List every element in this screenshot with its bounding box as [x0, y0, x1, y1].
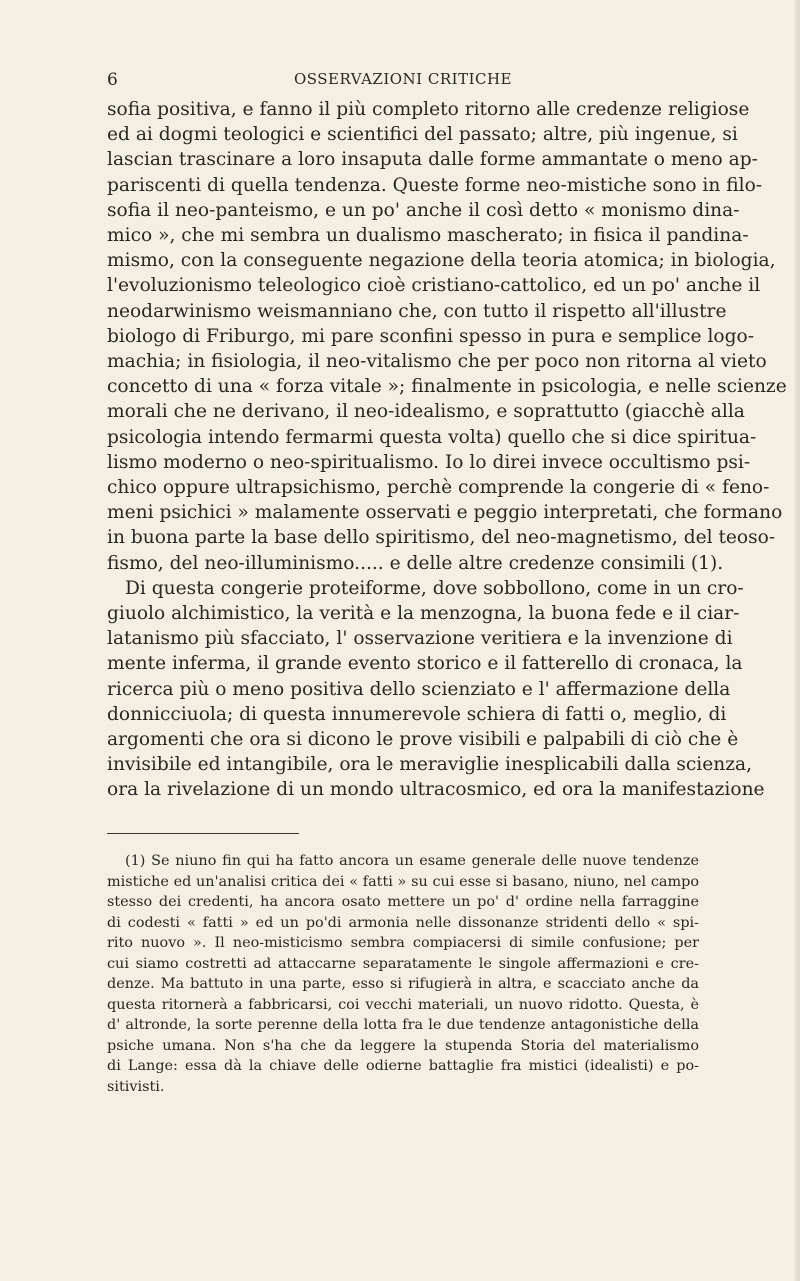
footnote-line: (1) Se niuno fin qui ha fatto ancora un esame generale delle nuove tendenze	[125, 853, 699, 869]
page-edge	[794, 0, 800, 1281]
footnote-line: cui siamo costretti ad attaccarne separatamente le singole affermazioni e cre-	[107, 955, 699, 972]
body-line: lismo moderno o neo-spiritualismo. Io lo direi invece occultismo psi-	[107, 451, 751, 473]
body-line: ed ai dogmi teologici e scientifici del passato; altre, più ingenue, si	[107, 124, 738, 146]
body-line: invisibile ed intangibile, ora le meraviglie inesplicabili dalla scienza,	[107, 754, 752, 776]
body-line: Di questa congerie proteiforme, dove sobbollono, come in un cro-	[125, 577, 744, 599]
body-line: in buona parte la base dello spiritismo, del neo-magnetismo, del teoso-	[107, 527, 776, 549]
body-line: psicologia intendo fermarmi questa volta) quello che si dice spiritua-	[107, 426, 757, 448]
running-title: OSSERVAZIONI CRITICHE	[293, 70, 513, 88]
body-line: neodarwinismo weismanniano che, con tutto il rispetto all'illustre	[107, 300, 727, 322]
body-line: l'evoluzionismo teleologico cioè cristiano-cattolico, ed un po' anche il	[107, 275, 761, 297]
body-text	[107, 97, 787, 803]
body-line: chico oppure ultrapsichismo, perchè comprende la congerie di « feno-	[107, 477, 770, 499]
body-line: pariscenti di quella tendenza. Queste forme neo-mistiche sono in filo-	[107, 174, 763, 196]
body-line: donnicciuola; di questa innumerevole schiera di fatti o, meglio, di	[107, 703, 727, 725]
footnote-line: mistiche ed un'analisi critica dei « fatti » su cui esse si basano, niuno, nel campo	[107, 873, 699, 890]
footnote	[107, 851, 699, 1097]
body-line: argomenti che ora si dicono le prove visibili e palpabili di ciò che è	[107, 729, 739, 751]
body-line: sofia positiva, e fanno il più completo ritorno alle credenze religiose	[107, 99, 750, 120]
body-line: concetto di una « forza vitale »; finalmente in psicologia, e nelle scienze	[107, 376, 787, 398]
footnote-line: questa ritornerà a fabbricarsi, coi vecchi materiali, un nuovo ridotto. Questa, è	[107, 996, 699, 1013]
page-number: 6	[107, 70, 118, 90]
footnote-line: d' altronde, la sorte perenne della lotta fra le due tendenze antagonistiche della	[107, 1017, 699, 1033]
body-line: fismo, del neo-illuminismo..... e delle altre credenze consimili (1).	[107, 552, 724, 574]
footnote-line: denze. Ma battuto in una parte, esso si rifugierà in altra, e scacciato anche da	[107, 976, 699, 992]
body-line: sofia il neo-panteismo, e un po' anche il così detto « monismo dina-	[107, 199, 740, 221]
body-line: biologo di Friburgo, mi pare sconfini spesso in pura e semplice logo-	[107, 325, 754, 347]
body-line: mente inferma, il grande evento storico e il fatterello di cronaca, la	[107, 653, 743, 675]
footnote-line: di codesti « fatti » ed un po'di armonia nelle dissonanze stridenti dello « spi-	[107, 914, 699, 931]
body-line: mismo, con la conseguente negazione della teoria atomica; in biologia,	[107, 250, 776, 272]
footnote-rule	[107, 833, 299, 834]
body-line: meni psichici » malamente osservati e peggio interpretati, che formano	[107, 502, 783, 524]
body-line: giuolo alchimistico, la verità e la menzogna, la buona fede e il ciar-	[107, 603, 740, 625]
body-line: machia; in fisiologia, il neo-vitalismo che per poco non ritorna al vieto	[107, 351, 767, 373]
body-line: morali che ne derivano, il neo-idealismo, e soprattutto (giacchè alla	[107, 401, 745, 423]
body-line: ricerca più o meno positiva dello scienziato e l' affermazione della	[107, 678, 731, 700]
body-line: lascian trascinare a loro insaputa dalle forme ammantate o meno ap-	[107, 149, 758, 171]
footnote-line: di Lange: essa dà la chiave delle odierne battaglie fra mistici (idealisti) e po-	[107, 1058, 699, 1074]
body-line: latanismo più sfacciato, l' osservazione veritiera e la invenzione di	[107, 628, 733, 650]
body-line: ora la rivelazione di un mondo ultracosmico, ed ora la manifestazione	[107, 779, 765, 801]
body-line: mico », che mi sembra un dualismo mascherato; in fisica il pandina-	[107, 225, 749, 247]
running-head	[107, 70, 699, 92]
footnote-line: stesso dei credenti, ha ancora osato mettere un po' d' ordine nella farraggine	[107, 894, 699, 910]
footnote-line: psiche umana. Non s'ha che da leggere la stupenda Storia del materialismo	[107, 1037, 699, 1054]
footnote-line: sitivisti.	[107, 1078, 165, 1095]
footnote-line: rito nuovo ». Il neo-misticismo sembra compiacersi di simile confusione; per	[107, 935, 699, 951]
